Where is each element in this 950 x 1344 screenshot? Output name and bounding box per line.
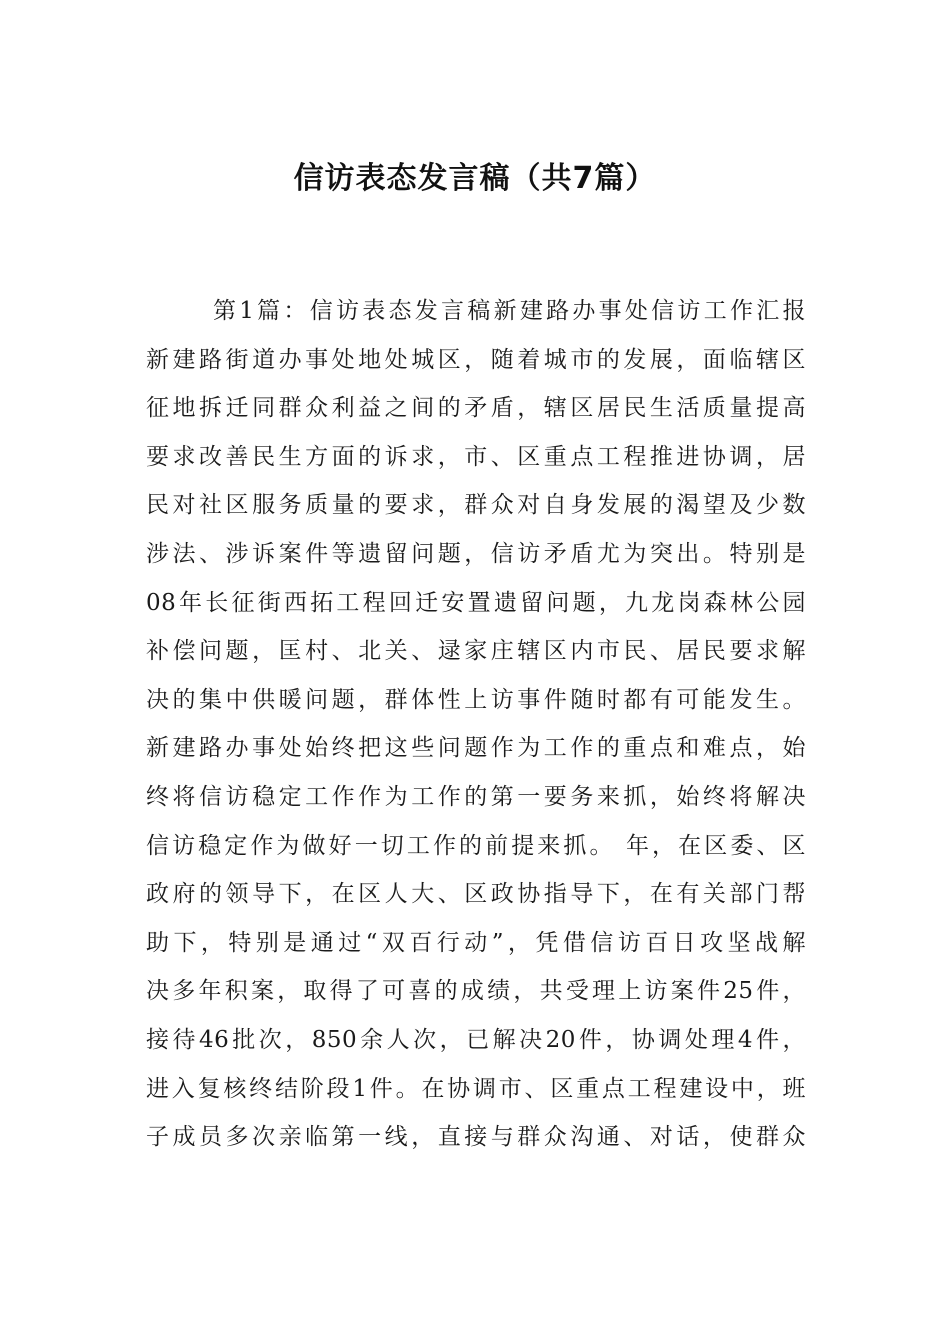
body-line: 信访稳定作为做好一切工作的前提来抓。 年，在区委、区 <box>146 832 806 859</box>
body-line: 新建路办事处始终把这些问题作为工作的重点和难点，始 <box>146 735 806 762</box>
body-line: 征地拆迁同群众利益之间的矛盾，辖区居民生活质量提高 <box>146 395 806 422</box>
body-line: 08年长征街西拓工程回迁安置遗留问题，九龙岗森林公园 <box>146 589 806 616</box>
body-line: 接待46批次，850余人次，已解决20件，协调处理4件， <box>146 1026 806 1053</box>
body-line: 终将信访稳定工作作为工作的第一要务来抓，始终将解决 <box>146 783 806 810</box>
body-line: 助下，特别是通过“双百行动”，凭借信访百日攻坚战解 <box>146 929 806 956</box>
document-body <box>146 287 806 1162</box>
body-line: 进入复核终结阶段1件。在协调市、区重点工程建设中，班 <box>146 1075 806 1102</box>
body-line: 决多年积案，取得了可喜的成绩，共受理上访案件25件， <box>146 978 806 1005</box>
body-line: 子成员多次亲临第一线，直接与群众沟通、对话，使群众 <box>146 1124 806 1151</box>
body-line: 民对社区服务质量的要求，群众对自身发展的渴望及少数 <box>146 492 806 519</box>
body-line: 决的集中供暖问题，群体性上访事件随时都有可能发生。 <box>146 686 806 713</box>
body-line: 新建路街道办事处地处城区，随着城市的发展，面临辖区 <box>146 346 806 373</box>
body-line: 要求改善民生方面的诉求，市、区重点工程推进协调，居 <box>146 443 806 470</box>
body-line: 补偿问题，匡村、北关、逯家庄辖区内市民、居民要求解 <box>146 638 806 665</box>
body-line: 政府的领导下，在区人大、区政协指导下，在有关部门帮 <box>146 881 806 908</box>
body-line: 涉法、涉诉案件等遗留问题，信访矛盾尤为突出。特别是 <box>146 540 806 567</box>
body-line: 第1篇：信访表态发言稿新建路办事处信访工作汇报 <box>213 298 806 324</box>
document-title: 信访表态发言稿（共7篇） <box>293 161 657 196</box>
